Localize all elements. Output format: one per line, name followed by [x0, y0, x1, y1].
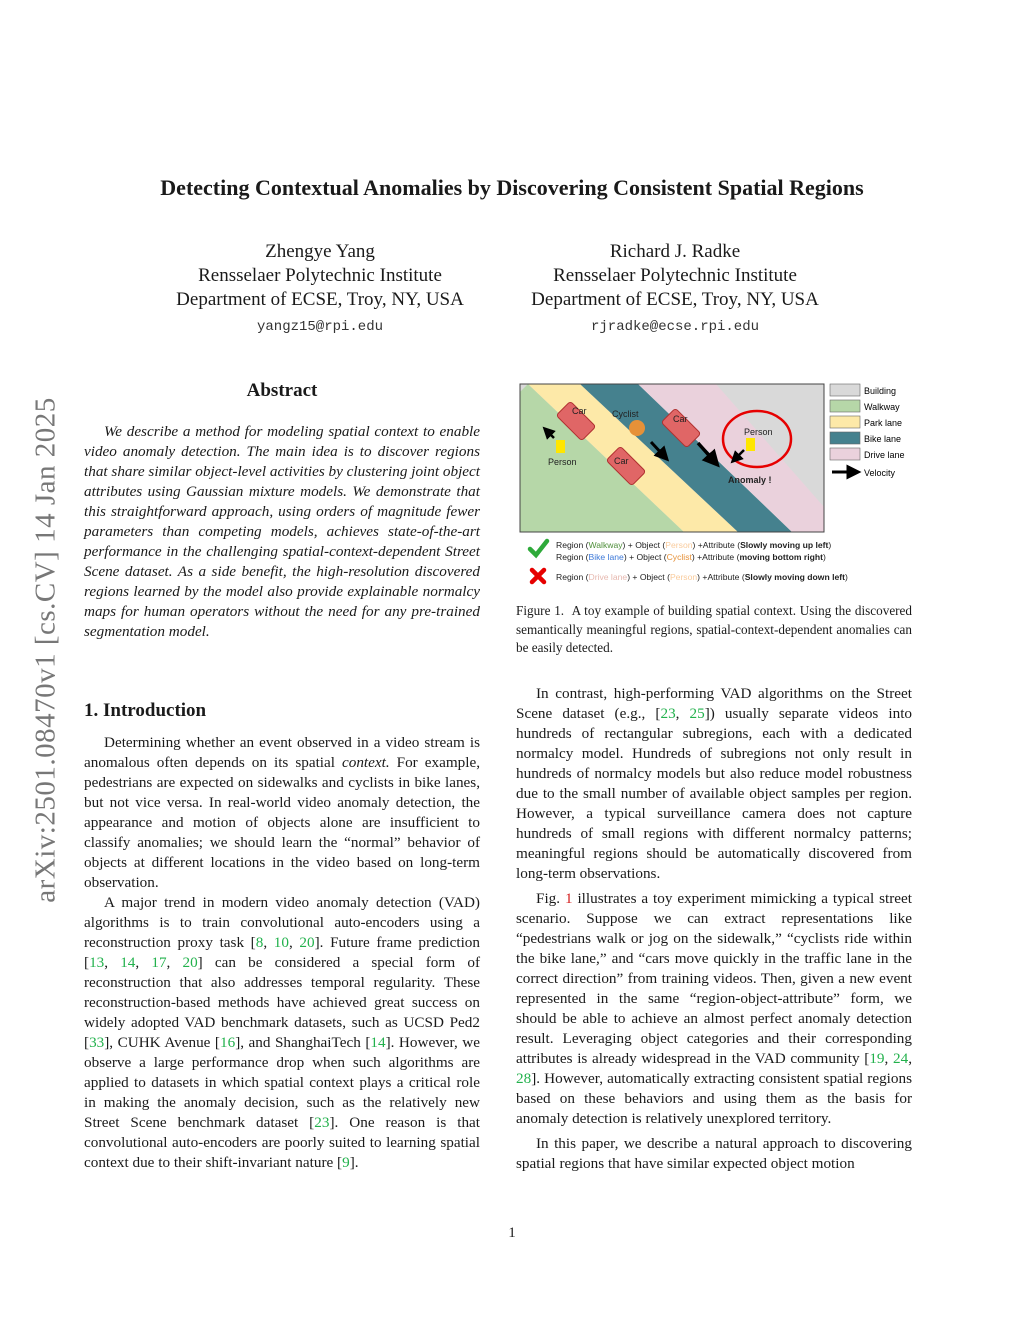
- introduction-left-column: [84, 733, 480, 1173]
- text-run: ]. One reason is that convolutional auto-encoders are poorly suited to learning spatial context due to their shift-invariant nature [: [84, 1114, 480, 1171]
- citation-link[interactable]: 16: [220, 1034, 236, 1051]
- legend-label: Park lane: [864, 418, 903, 428]
- rule-text-drive-lane: Region (Drive lane) + Object (Person) +Attribute (Slowly moving down left): [556, 572, 848, 582]
- citation-link[interactable]: 9: [342, 1154, 350, 1171]
- figure-1-caption: [516, 602, 912, 658]
- text-run: ] can be considered a special form of reconstruction that also addresses temporal regularity. These reconstruction-based methods have achieved great success on widely adopted VAD benchmark datasets, such as UCSD Ped2 [: [84, 954, 481, 1051]
- legend-label: Velocity: [864, 468, 896, 478]
- car-label: Car: [673, 414, 688, 424]
- figure-1: [516, 378, 912, 593]
- person-label: Person: [744, 427, 773, 437]
- right-column-body: [516, 684, 912, 1174]
- abstract-heading: Abstract: [246, 380, 318, 401]
- text-run: ].: [349, 1154, 359, 1171]
- author-email[interactable]: rjradke@ecse.rpi.edu: [590, 319, 760, 335]
- citation-link[interactable]: 28: [516, 1070, 532, 1087]
- figure-rules: [530, 540, 848, 582]
- intro-paragraph-1: [84, 733, 480, 893]
- text-run: For example, pedestrians are expected on sidewalks and cyclists in bike lanes, but not vice versa. In real-world video anomaly detection, the appearance and motion of objects alone are insufficient to classify anomalies; we should learn the “normal” behavior of objects at different locations in the video based on long-term observation.: [84, 754, 480, 891]
- citation-link[interactable]: 23: [314, 1114, 330, 1131]
- car-label: Car: [572, 406, 587, 416]
- citation-link[interactable]: 13: [89, 954, 105, 971]
- citation-link[interactable]: 14: [370, 1034, 386, 1051]
- citation-link[interactable]: 23: [660, 705, 676, 722]
- text-run: Determining whether an event observed in a video stream is anomalous often depends on its spatial: [84, 734, 480, 771]
- check-icon: [530, 541, 547, 555]
- caption-label: Figure 1.: [516, 603, 565, 618]
- right-paragraph-1: In contrast, high-performing VAD algorithms on the Street Scene dataset (e.g., [23, 25]) usually separate videos into hundreds of rectangular subregions, each with a dedicated normalcy model. Hundreds of subregions not only result in hundreds of normalcy models but also reduce model robustness due to the small number of available object samples per region. However, a typical surveillance camera does not capture hundreds of small regions with different normalcy patterns; meaningful regions should be automatically discovered from long-term observations.: [516, 685, 913, 882]
- citation-link[interactable]: 20: [182, 954, 198, 971]
- caption-text: A toy example of building spatial context. Using the discovered semantically meaningful regions, spatial-context-dependent anomalies can be easily detected.: [516, 603, 913, 655]
- text-run: ]. However, we observe a large performance drop when such algorithms are applied to datasets in which spatial context plays a critical role in making the anomaly decision, such as the relatively new Street Scene benchmark dataset [: [84, 1034, 480, 1131]
- legend-swatch-drive-lane: [830, 448, 860, 460]
- rule-text-walkway: Region (Walkway) + Object (Person) +Attribute (Slowly moving up left): [556, 540, 832, 550]
- figure-legend: [830, 384, 905, 478]
- text-run: ], CUHK Avenue [: [104, 1034, 220, 1051]
- citation-link[interactable]: 24: [893, 1050, 909, 1067]
- legend-label: Building: [864, 386, 897, 396]
- legend-swatch-walkway: [830, 400, 860, 412]
- text-run: illustrates a toy experiment mimicking a typical street scenario. Suppose we can extract representations like “pedestrians walk or jog on the sidewalk,” “cyclists ride within the bike lane,” and “cars move quickly in the traffic lane in the correct direction” from training videos. Then, given a new event represented in the same “region-object-attribute” form, we should be able to achieve an almost perfect anomaly detection result. Leveraging object categories and their corresponding attributes is already widespread in the VAD community [: [516, 890, 912, 1067]
- car-label: Car: [614, 456, 629, 466]
- author-block-2: [495, 240, 855, 339]
- text-run: ], and ShanghaiTech [: [235, 1034, 371, 1051]
- text-run: A major trend in modern video anomaly detection (VAD) algorithms is to train convolutional auto-encoders using a reconstruction proxy task [: [84, 894, 480, 951]
- abstract-body: [84, 422, 480, 642]
- author-institution: Rensselaer Polytechnic Institute: [553, 265, 797, 286]
- page-number: 1: [508, 1225, 516, 1241]
- intro-paragraph-2: A major trend in modern video anomaly detection (VAD) algorithms is to train convolutional auto-encoders using a reconstruction proxy task [8, 10, 20]. Future frame prediction [13, 14, 17, 20] can be considered a special form of reconstruction that also addresses temporal regularity. These reconstruction-based methods have achieved great success on widely adopted VAD benchmark datasets, such as UCSD Ped2 [33], CUHK Avenue [16], and ShanghaiTech [14]. However, we observe a large performance drop when such algorithms are applied to datasets in which spatial context plays a critical role in making the anomaly decision, such as the relatively new Street Scene benchmark dataset [23]. One reason is that convolutional auto-encoders are poorly suited to learning spatial context due to their shift-invariant nature [9].: [84, 894, 481, 1171]
- author-name: Zhengye Yang: [265, 241, 375, 262]
- legend-label: Drive lane: [864, 450, 905, 460]
- author-email[interactable]: yangz15@rpi.edu: [256, 319, 384, 335]
- legend-swatch-bike-lane: [830, 432, 860, 444]
- citation-link[interactable]: 20: [299, 934, 315, 951]
- text-run: ]. Future frame prediction [: [84, 934, 480, 971]
- legend-swatch-building: [830, 384, 860, 396]
- citation-link[interactable]: 33: [89, 1034, 105, 1051]
- citation-link[interactable]: 19: [869, 1050, 885, 1067]
- figure-reference-link[interactable]: 1: [564, 890, 573, 907]
- right-paragraph-2: Fig. 1 illustrates a toy experiment mimicking a typical street scenario. Suppose we can extract representations like “pedestrians walk or jog on the sidewalk,” “cyclists ride within the bike lane,” and “cars move quickly in the traffic lane in the correct direction” from training videos. Then, given a new event represented in the same “region-object-attribute” form, we should be able to achieve an almost perfect anomaly detection result. Leveraging object categories and their corresponding attributes is already widespread in the VAD community [19, 24, 28]. However, automatically extracting consistent spatial regions based on these behaviors and using them as the basis for anomaly detection is relatively unexplored territory.: [516, 890, 912, 1127]
- author-department: Department of ECSE, Troy, NY, USA: [176, 289, 464, 310]
- citation-link[interactable]: 17: [151, 954, 167, 971]
- section-heading-introduction: 1. Introduction: [84, 700, 207, 721]
- cyclist-label: Cyclist: [612, 409, 639, 419]
- text-run: ]) usually separate videos into hundreds of rectangular subregions, each with a dedicated normalcy model. Hundreds of subregions not only result in hundreds of normalcy models but also reduce model robustness due to the small number of available object samples per region. However, a typical surveillance camera does not capture hundreds of small regions with different normalcy patterns; meaningful regions should be automatically discovered from long-term observations.: [516, 705, 913, 882]
- text-run: In contrast, high-performing VAD algorithms on the Street Scene dataset (e.g., [: [516, 685, 912, 722]
- person-label: Person: [548, 457, 577, 467]
- rule-text-bike-lane: Region (Bike lane) + Object (Cyclist) +Attribute (moving bottom right): [556, 552, 826, 562]
- figure-1-illustration: [516, 378, 912, 593]
- cross-icon: [532, 570, 544, 582]
- citation-link[interactable]: 10: [273, 934, 289, 951]
- arxiv-id-text: arXiv:2501.08470v1 [cs.CV] 14 Jan 2025: [29, 397, 62, 903]
- legend-label: Walkway: [864, 402, 900, 412]
- arxiv-side-label: [28, 360, 64, 940]
- paper-title: Detecting Contextual Anomalies by Discovering Consistent Spatial Regions: [160, 175, 864, 200]
- right-paragraph-3: In this paper, we describe a natural approach to discovering spatial regions that have similar expected object motion: [516, 1135, 912, 1172]
- citation-link[interactable]: 25: [689, 705, 705, 722]
- emphasis-text: context.: [341, 754, 390, 771]
- text-run: Fig.: [536, 890, 565, 907]
- legend-swatch-park-lane: [830, 416, 860, 428]
- citation-link[interactable]: 8: [255, 934, 264, 951]
- abstract-text: We describe a method for modeling spatial context to enable video anomaly detection. The main idea is to discover regions that share similar object-level activities by clustering joint object attributes using Gaussian mixture models. We demonstrate that this straightforward approach, using orders of magnitude fewer parameters than competing models, achieves state-of-the-art performance in the challenging spatial-context-dependent Street Scene dataset. As a side benefit, the high-resolution discovered regions learned by the model also provide explainable normalcy maps for human operators without the need for any pre-trained segmentation model.: [84, 423, 480, 640]
- text-run: ]. However, automatically extracting consistent spatial regions based on these behaviors and using them as the basis for anomaly detection is relatively unexplored territory.: [516, 1070, 912, 1127]
- anomaly-label: Anomaly !: [728, 475, 772, 485]
- author-institution: Rensselaer Polytechnic Institute: [198, 265, 442, 286]
- author-department: Department of ECSE, Troy, NY, USA: [531, 289, 819, 310]
- author-block-1: [140, 240, 500, 339]
- legend-label: Bike lane: [864, 434, 902, 444]
- author-name: Richard J. Radke: [609, 241, 741, 262]
- citation-link[interactable]: 14: [120, 954, 136, 971]
